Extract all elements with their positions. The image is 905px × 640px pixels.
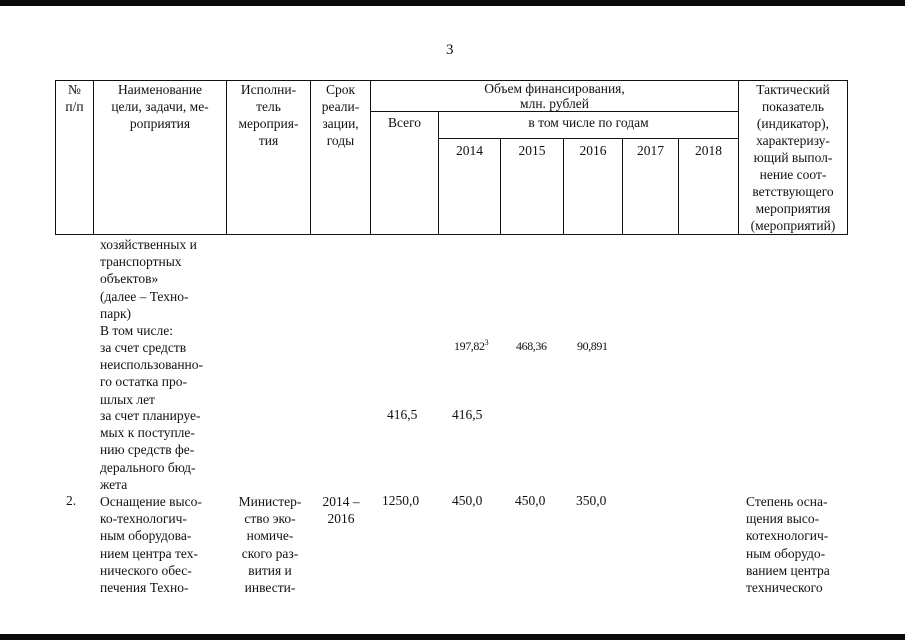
unused-balance-text: за счет средств неиспользованно- го остатка про- шлых лет (100, 340, 204, 407)
header-year-2017: 2017 (637, 143, 664, 158)
including-label: В том числе: (100, 323, 173, 338)
header-term: Срок реали- зации, годы (321, 82, 360, 148)
item2-2014: 450,0 (452, 493, 483, 508)
item2-term: 2014 – 2016 (322, 494, 360, 527)
header-finance: Объем финансирования, млн. рублей (484, 81, 625, 111)
header-bottom-border (55, 234, 848, 235)
item2-executor: Министер- ство эко- номиче- ского раз- вития и инвести- (238, 494, 302, 596)
item2-name: Оснащение высо- ко-технологич- ным оборудова- нием центра тех- нического обес- печения Техно- (100, 494, 202, 596)
header-by-years: в том числе по годам (528, 115, 649, 130)
unused-balance-2014: 197,82$^3$ (454, 338, 489, 353)
item2-2015: 450,0 (515, 493, 546, 508)
federal-budget-text: за счет планируе- мых к поступле- нию средств фе- дерального бюд- жета (100, 408, 201, 492)
header-no: № п/п (65, 82, 84, 114)
header-year-2015: 2015 (518, 143, 546, 158)
federal-budget-2014: 416,5 (452, 407, 483, 422)
page-number: 3 (446, 42, 454, 58)
item2-2016: 350,0 (576, 493, 607, 508)
header-indicator: Тактический показатель (индикатор), характеризу- ющий выпол- нение соот- ветствующего мероприятия (мероприятий) (750, 82, 836, 233)
footnote-marker: 3 (484, 338, 489, 347)
table-right-border (847, 80, 848, 235)
scan-border-bottom (0, 634, 905, 640)
unused-balance-2015: 468,36 (516, 339, 547, 353)
header-year-2018: 2018 (695, 143, 722, 158)
scan-border-top (0, 0, 905, 6)
header-year-2014: 2014 (456, 143, 483, 158)
item2-indicator: Степень осна- щения высо- котехнологич- ным оборудо- ванием центра технического (746, 494, 830, 596)
item1-name-continuation: хозяйственных и транспортных объектов» (далее – Техно- парк) (100, 237, 197, 321)
item2-number: 2. (66, 493, 77, 508)
years-subheader-line (438, 138, 738, 139)
federal-budget-total: 416,5 (387, 407, 418, 422)
header-name: Наименование цели, задачи, ме- роприятия (111, 82, 209, 131)
header-total: Всего (387, 115, 422, 130)
item2-total: 1250,0 (382, 493, 420, 508)
finance-subheader-line (370, 111, 738, 112)
unused-balance-2016: 90,891 (577, 339, 608, 353)
header-year-2016: 2016 (579, 143, 607, 158)
header-executor: Исполни- тель мероприя- тия (238, 82, 299, 148)
